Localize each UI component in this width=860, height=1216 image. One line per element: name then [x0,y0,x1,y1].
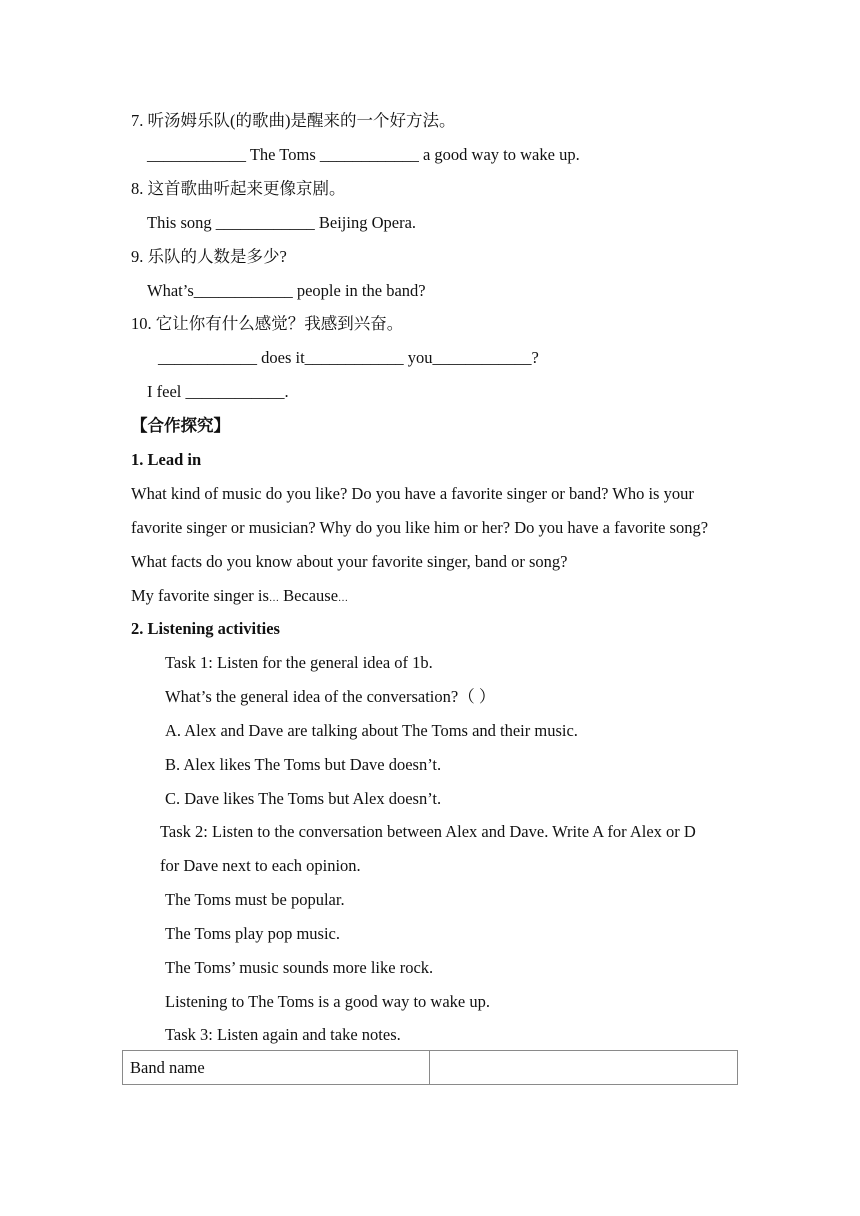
task1-option-a: A. Alex and Dave are talking about The Toms and their music. [165,721,578,740]
item-10-prompt: 10. 它让你有什么感觉？我感到兴奋。 [131,314,404,333]
task2-opinion-4: Listening to The Toms is a good way to wake up. [165,992,490,1011]
item-7-answer: ____________ The Toms ____________ a good way to wake up. [147,145,580,164]
task1-question: What’s the general idea of the conversation?（ ） [165,687,496,706]
item-10-answer-feel: I feel ____________. [147,382,289,401]
task2-opinion-1: The Toms must be popular. [165,890,345,909]
lead-in-line-1: What kind of music do you like? Do you have a favorite singer or band? Who is your [131,484,694,503]
item-8-prompt: 8. 这首歌曲听起来更像京剧。 [131,179,346,198]
lead-in-prompt-mid: Because [278,586,339,605]
item-7-prompt: 7. 听汤姆乐队(的歌曲)是醒来的一个好方法。 [131,111,456,130]
lead-in-prompt-start: My favorite singer is [131,586,269,605]
task2-opinion-2: The Toms play pop music. [165,924,340,943]
lead-in-prompt [131,586,348,609]
lead-in-heading: 1. Lead in [131,450,202,469]
task3-title: Task 3: Listen again and take notes. [165,1025,401,1044]
ellipsis-1: … [268,593,279,604]
item-9-answer: What’s____________ people in the band? [147,281,426,300]
item-10-answer: ____________ does it____________ you____________? [158,348,539,367]
lead-in-line-3: What facts do you know about your favorite singer, band or song? [131,552,568,571]
lead-in-line-2: favorite singer or musician? Why do you like him or her? Do you have a favorite song? [131,518,709,537]
band-name-label: Band name [123,1051,430,1084]
notes-table [122,1050,738,1085]
task2-title-line-1: Task 2: Listen to the conversation between Alex and Dave. Write A for Alex or D [160,822,696,841]
item-9-prompt: 9. 乐队的人数是多少? [131,247,287,266]
task1-option-c: C. Dave likes The Toms but Alex doesn’t. [165,789,442,808]
band-name-value[interactable] [430,1051,737,1084]
task1-title: Task 1: Listen for the general idea of 1b. [165,653,433,672]
section-heading: 【合作探究】 [131,416,230,435]
listening-heading: 2. Listening activities [131,619,280,638]
task2-title-line-2: for Dave next to each opinion. [160,856,361,875]
task1-option-b: B. Alex likes The Toms but Dave doesn’t. [165,755,442,774]
item-8-answer: This song ____________ Beijing Opera. [147,213,417,232]
ellipsis-2: … [338,593,349,604]
task2-opinion-3: The Toms’ music sounds more like rock. [165,958,434,977]
